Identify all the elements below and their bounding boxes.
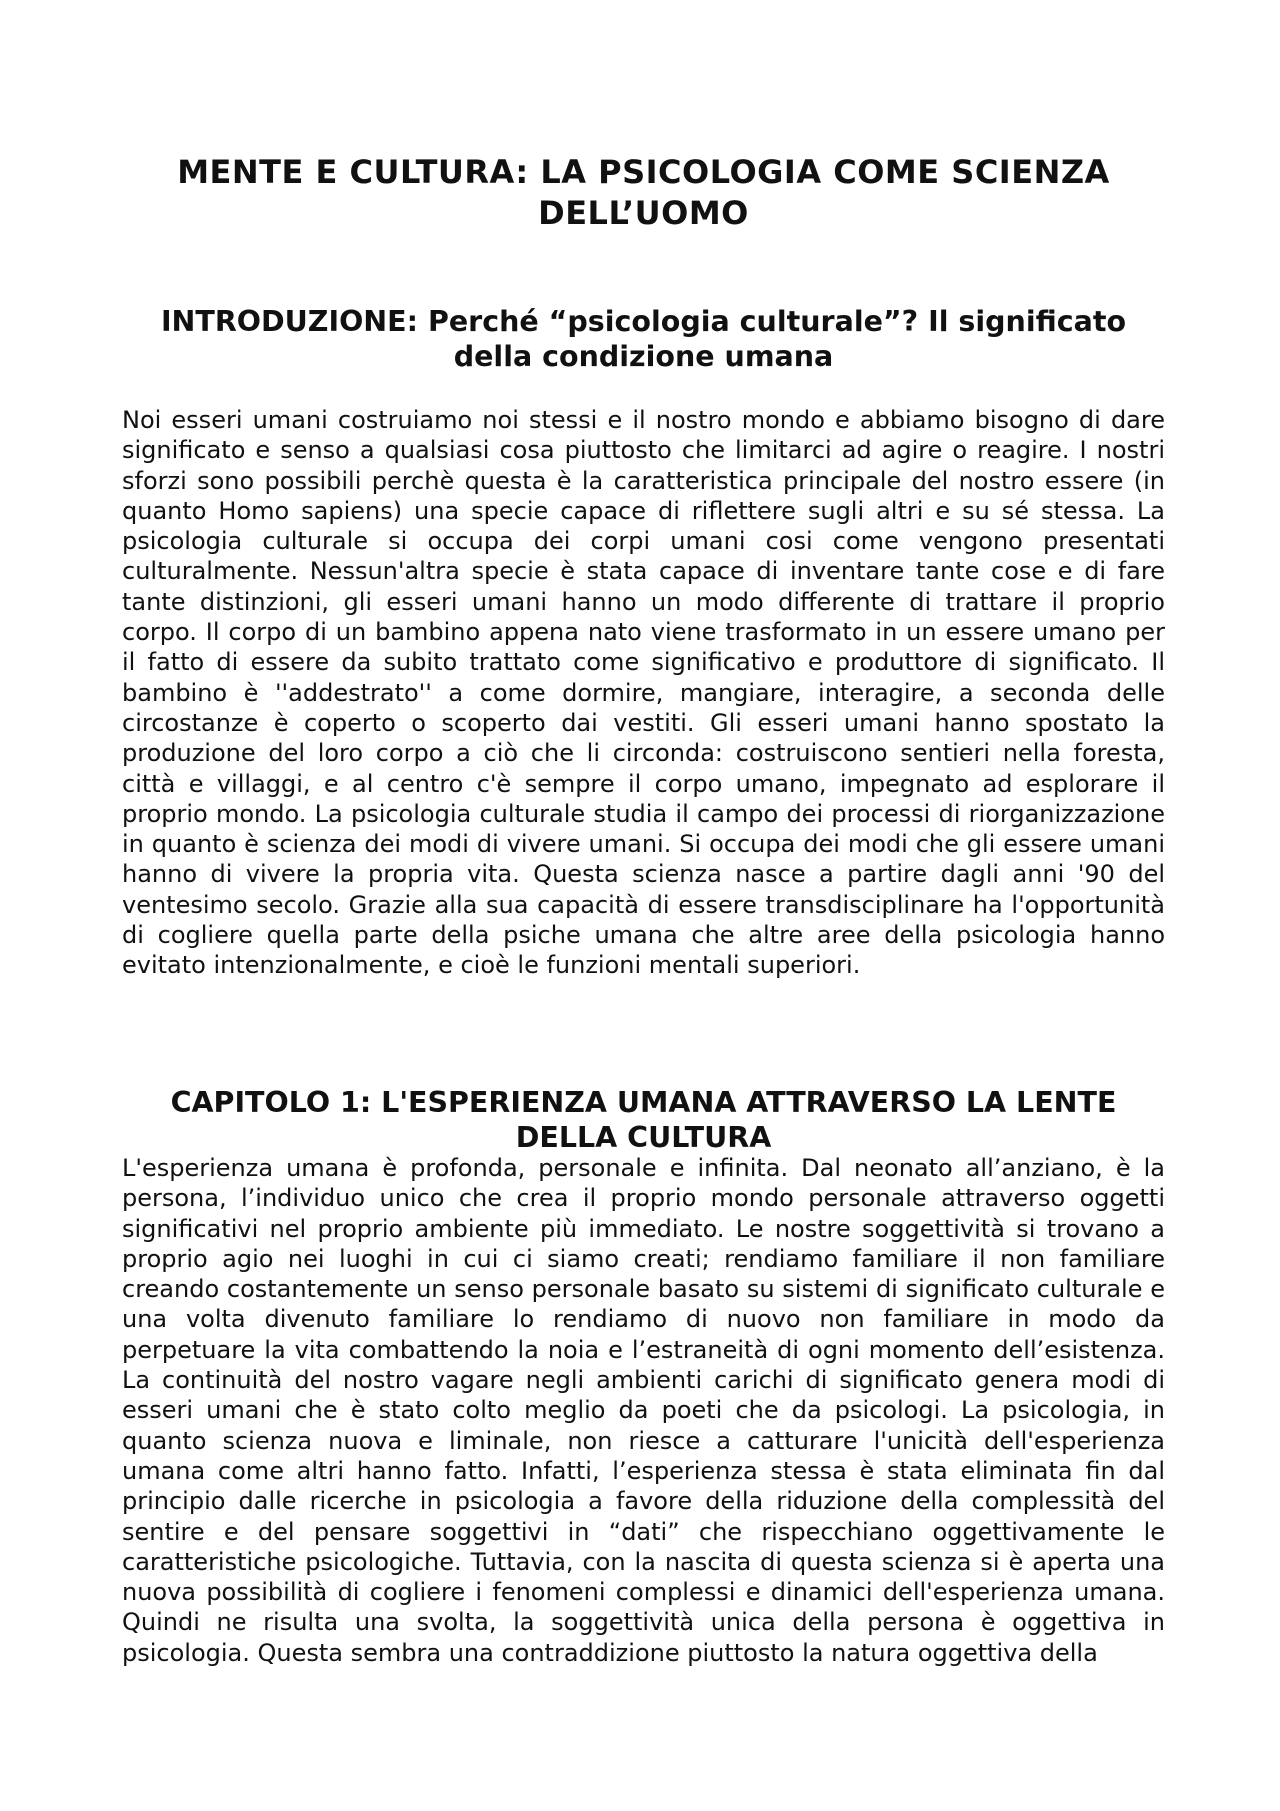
chapter-1-heading: CAPITOLO 1: L'ESPERIENZA UMANA ATTRAVERSO LA LENTE DELLA CULTURA <box>170 1086 1117 1154</box>
introduction-heading: INTRODUZIONE: Perché “psicologia culturale”? Il significato della condizione umana <box>160 305 1127 373</box>
document-title: MENTE E CULTURA: LA PSICOLOGIA COME SCIENZA DELL’UOMO <box>177 153 1110 232</box>
introduction-paragraph: Noi esseri umani costruiamo noi stessi e il nostro mondo e abbiamo bisogno di dare significato e senso a qualsiasi cosa piuttosto che limitarci ad agire o reagire. I nostri sforzi sono possibili perchè questa è la caratteristica principale del nostro essere (in quanto Homo sapiens) una specie capace di riflettere sugli altri e su sé stessa. La psicologia culturale si occupa dei corpi umani cosi come vengono presentati culturalmente. Nessun'altra specie è stata capace di inventare tante cose e di fare tante distinzioni, gli esseri umani hanno un modo differente di trattare il proprio corpo. Il corpo di un bambino appena nato viene trasformato in un essere umano per il fatto di essere da subito trattato come significativo e produttore di significato. Il bambino è ''addestrato'' a come dormire, mangiare, interagire, a seconda delle circostanze è coperto o scoperto dai vestiti. Gli esseri umani hanno spostato la produzione del loro corpo a ciò che li circonda: costruiscono sentieri nella foresta, città e villaggi, e al centro c'è sempre il corpo umano, impegnato ad esplorare il proprio mondo. La psicologia culturale studia il campo dei processi di riorganizzazione in quanto è scienza dei modi di vivere umani. Si occupa dei modi che gli essere umani hanno di vivere la propria vita. Questa scienza nasce a partire dagli anni '90 del ventesimo secolo. Grazie alla sua capacità di essere transdisciplinare ha l'opportunità di cogliere quella parte della psiche umana che altre aree della psicologia hanno evitato intenzionalmente, e cioè le funzioni mentali superiori. <box>122 406 1165 980</box>
document-page <box>122 0 1165 1811</box>
chapter-1-paragraph: L'esperienza umana è profonda, personale e infinita. Dal neonato all’anziano, è la persona, l’individuo unico che crea il proprio mondo personale attraverso oggetti significativi nel proprio ambiente più immediato. Le nostre soggettività si trovano a proprio agio nei luoghi in cui ci siamo creati; rendiamo familiare il non familiare creando costantemente un senso personale basato su sistemi di significato culturale e una volta divenuto familiare lo rendiamo di nuovo non familiare in modo da perpetuare la vita combattendo la noia e l’estraneità di ogni momento dell’esistenza. La continuità del nostro vagare negli ambienti carichi di significato genera modi di esseri umani che è stato colto meglio da poeti che da psicologi. La psicologia, in quanto scienza nuova e liminale, non riesce a catturare l'unicità dell'esperienza umana come altri hanno fatto. Infatti, l’esperienza stessa è stata eliminata fin dal principio dalle ricerche in psicologia a favore della riduzione della complessità del sentire e del pensare soggettivi in “dati” che rispecchiano oggettivamente le caratteristiche psicologiche. Tuttavia, con la nascita di questa scienza si è aperta una nuova possibilità di cogliere i fenomeni complessi e dinamici dell'esperienza umana. Quindi ne risulta una svolta, la soggettività unica della persona è oggettiva in psicologia. Questa sembra una contraddizione piuttosto la natura oggettiva della <box>122 1154 1165 1667</box>
